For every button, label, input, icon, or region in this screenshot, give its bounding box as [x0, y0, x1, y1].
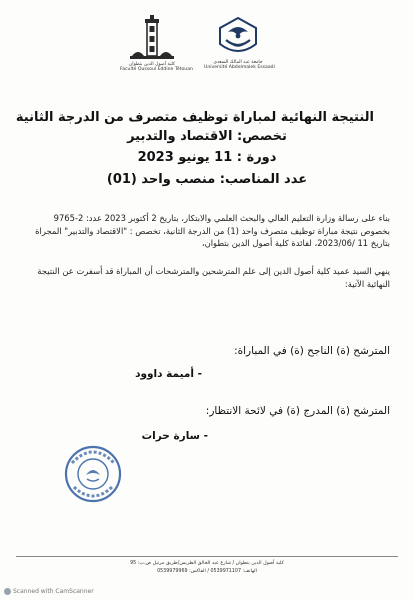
- camscanner-icon: [4, 588, 11, 595]
- university-logo: [204, 14, 275, 76]
- announcement-paragraph: ينهي السيد عميد كلية أصول الدين إلى علم المترشحين والمترشحات أن المباراة قد أسفرت عن النتيجة النهائية الآتية:: [37, 266, 390, 289]
- waitlist-name: - سارة حرات: [141, 430, 208, 442]
- university-name-ar: جامعة عبد المالك السعدي: [213, 60, 263, 65]
- footer-address: كلية أصول الدين بتطوان / شارع عبد الخالق الطريس/طريق مرتيل ص.ب: 95: [130, 561, 284, 566]
- waitlist-label: المترشح (ة) المدرج (ة) في لائحة الانتظار:: [205, 405, 390, 417]
- minaret-emblem-icon: [128, 14, 176, 62]
- faculty-name-ar: كلية أصول الدين بتطوان: [128, 62, 176, 67]
- university-name-fr: Université Abdelmalek Essaadi: [204, 65, 275, 71]
- intro-paragraph: بناء على رسالة وزارة التعليم العالي والبحث العلمي والابتكار، بتاريخ 2 أكتوبر 2023 عدد: 2-9765 بخصوص نتيجة مباراة توظيف متصرف واحد (1) من الدرجة الثانية، تخصص : "الاقتصاد والتدبير" المجراة بتاريخ 11 /2023/06، لفائدة كلية أصول الدين بتطوان،: [35, 213, 390, 248]
- university-emblem-icon: [208, 14, 268, 60]
- specialty-heading: تخصص: الاقتصاد والتدبير: [127, 129, 287, 144]
- session-heading: دورة : 11 يونيو 2023: [137, 150, 277, 165]
- scanner-watermark-text: Scanned with CamScanner: [13, 588, 94, 595]
- winner-label: المترشح (ة) الناجح (ة) في المباراة:: [234, 345, 390, 357]
- stamp-icon: [64, 445, 122, 503]
- document-title: النتيجة النهائية لمباراة توظيف متصرف من الدرجة الثانية: [15, 110, 374, 125]
- positions-heading: عدد المناصب: منصب واحد (01): [106, 172, 308, 187]
- official-stamp: [64, 445, 122, 503]
- scanner-watermark: [4, 588, 94, 595]
- footer-phone: الهاتف: 0539971107 / الفاكس: 0539979969: [157, 569, 257, 574]
- faculty-name-fr: Faculté Oussoul Eddine Tétouan: [120, 67, 193, 73]
- faculty-logo: [120, 14, 193, 76]
- footer-divider: [16, 556, 398, 557]
- winner-name: - أميمة داوود: [135, 368, 202, 380]
